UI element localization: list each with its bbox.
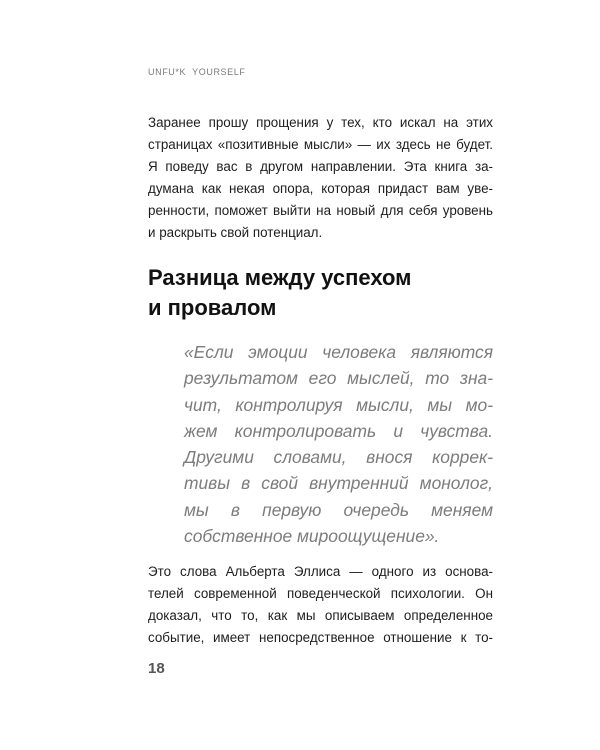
quote-line: результатом его мыслей, то зна-: [184, 368, 493, 389]
quote-line: собственное мироощущение».: [184, 526, 440, 547]
text-line: телей современной поведенческой психологии. Он: [148, 586, 493, 601]
text-line: страницах «позитивные мысли» — их здесь не будет.: [148, 137, 493, 152]
page-number: 18: [148, 660, 165, 677]
quote-line: «Если эмоции человека являются: [184, 342, 493, 362]
text-line: думана как некая опора, которая придаст вам уве-: [148, 181, 493, 196]
text-line: ренности, поможет выйти на новый для себя уровень: [148, 203, 493, 218]
quote-line: жем контролировать и чувства.: [184, 420, 493, 441]
text-line: и раскрыть свой потенциал.: [148, 225, 323, 240]
text-line: доказал, что то, как мы описываем определенное: [148, 608, 493, 623]
quote-line: Другими словами, внося коррек-: [184, 447, 493, 468]
quote-line: мы в первую очередь меняем: [184, 499, 493, 520]
text-line: событие, имеет непосредственное отношение к то-: [148, 630, 493, 645]
block-quote: [184, 339, 493, 549]
heading-line: и провалом: [148, 295, 277, 320]
text-line: Это слова Альберта Эллиса — одного из основа-: [148, 564, 493, 579]
quote-line: чит, контролируя мысли, мы мо-: [184, 394, 493, 415]
text-line: Заранее прошу прощения у тех, кто искал на этих: [148, 115, 493, 130]
running-head: UNFU*K YOURSELF: [148, 67, 246, 77]
following-paragraph: [148, 561, 493, 649]
intro-paragraph: [148, 112, 493, 244]
quote-line: тивы в свой внутренний монолог,: [184, 473, 493, 494]
text-line: Я поведу вас в другом направлении. Эта книга за-: [148, 159, 493, 174]
section-heading: [148, 263, 411, 323]
heading-line: Разница между успехом: [148, 265, 412, 290]
